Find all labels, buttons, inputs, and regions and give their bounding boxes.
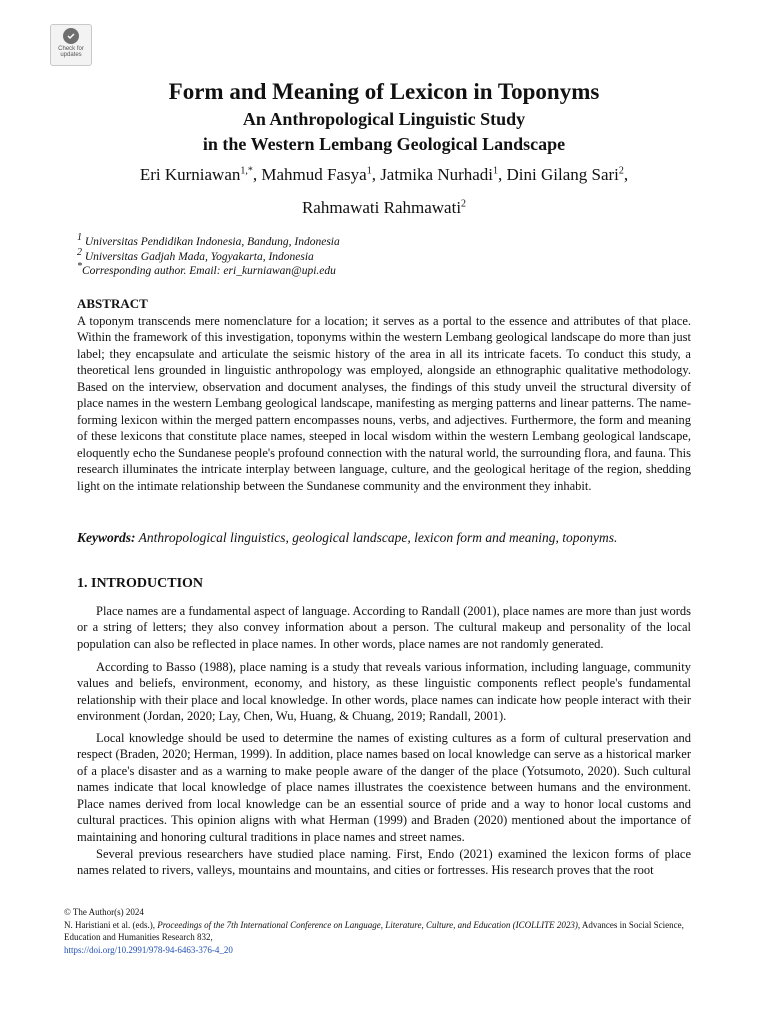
citation-series: , Advances in Social Science, Education and Humanities Research 832, xyxy=(64,920,684,942)
footer-citation xyxy=(64,919,714,943)
corresponding-author xyxy=(77,261,336,278)
author-affiliation-marker: 2 xyxy=(618,165,624,177)
paper-subtitle-line2: in the Western Lembang Geological Landscape xyxy=(202,134,566,154)
check-for-updates-icon xyxy=(63,28,79,44)
author-affiliation-marker: 1 xyxy=(366,165,372,177)
abstract-heading: ABSTRACT xyxy=(77,296,148,311)
author-name: Mahmud Fasya xyxy=(261,165,367,184)
doi-link[interactable]: https://doi.org/10.2991/978-94-6463-376-4_20 xyxy=(64,945,233,955)
intro-paragraph: Several previous researchers have studied place naming. First, Endo (2021) examined the lexicon forms of place names related to rivers, valleys, mountains and mountains, and cities or fortresses. His research proves that the root xyxy=(77,847,691,878)
intro-paragraph: Local knowledge should be used to determine the names of existing cultures as a form of cultural preservation and respect (Braden, 2020; Herman, 1999). In addition, place names based on local knowledge can serve as a historical marker of a place's disaster and as a warning to make people aware of the danger of the place (Yotsumoto, 2020). Such cultural names indicate that local knowledge of place names illustrates the coexistence between humans and the environment. Place names derived from local knowledge can be an essential source of pride and a way to honor local customs and cultural practices. This opinion aligns with what Herman (1999) and Braden (2020) mentioned about the importance of maintaining and honoring cultural traditions in place names and street names. xyxy=(77,731,691,844)
check-for-updates-badge[interactable] xyxy=(50,24,92,66)
author-list: Eri Kurniawan$^{1,*}$, Mahmud Fasya$^1$, Jatmika Nurhadi$^1$, Dini Gilang Sari$^2$, xyxy=(139,165,629,184)
intro-paragraph: According to Basso (1988), place naming is a study that reveals various information, including language, community values and beliefs, environment, economy, and history, as these linguistic components reflect people's fundamental relationship with their place and local knowledge. In other words, place names can indicate how people interact with their environment (Jordan, 2020; Lay, Chen, Wu, Huang, & Chuang, 2019; Randall, 2001). xyxy=(77,660,691,724)
abstract-text: A toponym transcends mere nomenclature for a location; it serves as a portal to the essence and attributes of that place. Within the framework of this investigation, toponyms within the western Lembang geological landscape do more than just label; they encapsulate and articulate the seismic history of the area in all its intricate facets. To conduct this study, a theoretical lens grounded in linguistic anthropology was employed, alongside an ethnographic qualitative methodology. Based on the interview, observation and document analyses, the findings of this study unveil the structural diversity of place names in the western Lembang geological landscape, manifesting as merging patterns and linear patterns. The name-forming lexicon within the merged pattern encompasses nouns, verbs, and adjectives. Furthermore, the form and meaning of these lexicons that constitute place names, steeped in local wisdom within the western Lembang geological landscape, eloquently echo the Sundanese people's profound connection with the natural world, the surrounding flora, and fauna. This research illuminates the intricate interplay between language, culture, and the geological heritage of the region, shedding light on the intimate relationship between the Sundanese community and the environment they inhabit. xyxy=(77,314,692,493)
affiliation xyxy=(77,232,340,249)
author-name: Eri Kurniawan xyxy=(139,165,241,184)
intro-paragraph: Place names are a fundamental aspect of language. According to Randall (2001), place names are more than just words or a string of letters; they also convey information about a person. The cultural makeup and personality of the local population can also be reflected in place names. In other words, place names are not randomly generated. xyxy=(77,604,691,651)
author-affiliation-marker: 2 xyxy=(461,198,467,210)
affiliation-marker: 1 xyxy=(77,232,82,244)
keywords-label: Keywords: xyxy=(77,530,136,545)
citation-proceedings: Proceedings of the 7th International Conference on Language, Literature, Culture, and Education (ICOLLITE 2023) xyxy=(157,920,578,930)
author-name: Jatmika Nurhadi xyxy=(380,165,494,184)
author-affiliation-marker: 1,* xyxy=(240,165,253,177)
badge-text: Check for updates xyxy=(58,46,84,58)
author-affiliation-marker: 1 xyxy=(493,165,499,177)
affiliation-marker: 2 xyxy=(77,247,82,259)
affiliation xyxy=(77,247,314,264)
paper-title: Form and Meaning of Lexicon in Toponyms xyxy=(168,79,600,104)
author-name: Rahmawati Rahmawati xyxy=(301,198,462,217)
footer-copyright: © The Author(s) 2024 xyxy=(64,907,144,917)
corresponding-text: Corresponding author. Email: eri_kurniawan@upi.edu xyxy=(82,265,336,277)
section-heading: 1. INTRODUCTION xyxy=(77,576,204,591)
citation-editors: N. Haristiani et al. (eds.), xyxy=(64,920,158,930)
paper-subtitle-line1: An Anthropological Linguistic Study xyxy=(242,109,526,129)
author-name: Dini Gilang Sari xyxy=(506,165,619,184)
corresponding-marker: * xyxy=(77,261,82,273)
affiliation-text: Universitas Gadjah Mada, Yogyakarta, Indonesia xyxy=(84,251,314,263)
author-list-line2 xyxy=(0,197,768,219)
keywords xyxy=(77,530,617,546)
affiliation-text: Universitas Pendidikan Indonesia, Bandung, Indonesia xyxy=(84,236,340,248)
keywords-text: Anthropological linguistics, geological landscape, lexicon form and meaning, toponyms. xyxy=(138,530,618,545)
